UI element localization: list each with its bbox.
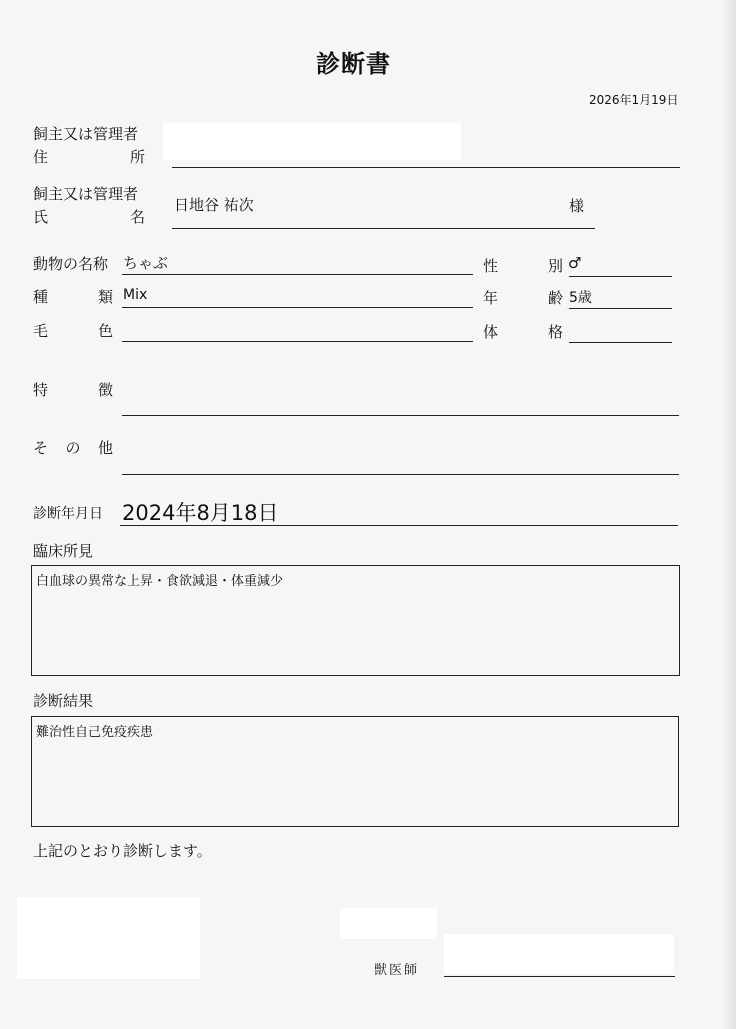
issue-date: 2026年1月19日 xyxy=(589,93,679,107)
animal-name-label: 動物の名称 xyxy=(33,255,109,273)
veterinarian-signature-line xyxy=(444,976,675,977)
features-label-char-2: 徴 xyxy=(97,381,113,399)
other-label-char-2: の xyxy=(65,439,81,457)
owner-name-value: 日地谷 祐次 xyxy=(174,196,254,214)
veterinarian-label: 獣医師 xyxy=(374,963,420,978)
page-title: 診断書 xyxy=(316,50,391,78)
name-label-char-1: 氏 xyxy=(33,208,49,226)
clinical-findings-text: 白血球の異常な上昇・食欲減退・体重減少 xyxy=(36,574,284,589)
owner-address-line xyxy=(172,167,680,168)
age-label-char-1: 年 xyxy=(483,289,499,307)
owner-address-label-line1: 飼主又は管理者 xyxy=(33,125,139,143)
owner-name-label-line2 xyxy=(33,206,145,227)
animal-name-line xyxy=(122,274,473,275)
diagnosis-result-box xyxy=(31,716,679,827)
coat-color-line xyxy=(122,341,473,342)
diagnosis-date-value: 2024年8月18日 xyxy=(122,501,279,525)
clinical-findings-label: 臨床所見 xyxy=(33,542,94,560)
age-line xyxy=(569,308,672,309)
features-label xyxy=(33,379,113,400)
features-line xyxy=(122,415,679,416)
diagnosis-result-text: 難治性自己免疫疾患 xyxy=(36,725,154,740)
redacted-signature xyxy=(444,934,674,974)
redacted-clinic-info xyxy=(17,897,200,979)
coat-label-char-1: 毛 xyxy=(33,322,49,340)
name-label-char-2: 名 xyxy=(129,208,145,226)
age-label-char-2: 齢 xyxy=(547,289,563,307)
other-label-char-3: 他 xyxy=(97,439,113,457)
breed-line xyxy=(122,307,473,308)
other-label-char-1: そ xyxy=(33,439,49,457)
build-label-char-2: 格 xyxy=(547,323,563,341)
sex-label-char-2: 別 xyxy=(547,257,563,275)
paper-edge-shadow xyxy=(722,0,736,1029)
sex-line xyxy=(569,276,672,277)
coat-color-label xyxy=(33,320,113,341)
build-label xyxy=(483,321,563,342)
breed-label-char-2: 類 xyxy=(97,288,113,306)
breed-value: Mix xyxy=(123,287,148,303)
features-label-char-1: 特 xyxy=(33,381,49,399)
age-value: 5歳 xyxy=(569,290,592,306)
owner-name-line xyxy=(172,228,595,229)
redacted-clinic-name xyxy=(340,908,437,939)
coat-label-char-2: 色 xyxy=(97,322,113,340)
other-line xyxy=(122,474,679,475)
redacted-address xyxy=(163,123,461,160)
diagnosis-result-label: 診断結果 xyxy=(33,692,94,710)
diagnosis-date-label: 診断年月日 xyxy=(33,506,103,522)
sex-label xyxy=(483,255,563,276)
clinical-findings-box xyxy=(31,565,680,676)
breed-label-char-1: 種 xyxy=(33,288,49,306)
owner-name-label-line1: 飼主又は管理者 xyxy=(33,185,139,203)
sex-value: ♂ xyxy=(568,254,582,272)
address-label-char-1: 住 xyxy=(33,148,49,166)
address-label-char-2: 所 xyxy=(129,148,145,166)
sex-label-char-1: 性 xyxy=(483,257,499,275)
build-line xyxy=(569,342,672,343)
build-label-char-1: 体 xyxy=(483,323,499,341)
animal-name-value: ちゃぶ xyxy=(123,254,169,272)
age-label xyxy=(483,287,563,308)
closing-statement: 上記のとおり診断します。 xyxy=(33,842,212,860)
breed-label xyxy=(33,286,113,307)
diagnosis-date-line xyxy=(120,525,678,526)
owner-address-label-line2 xyxy=(33,146,145,167)
honorific: 様 xyxy=(569,197,585,215)
other-label xyxy=(33,437,113,458)
